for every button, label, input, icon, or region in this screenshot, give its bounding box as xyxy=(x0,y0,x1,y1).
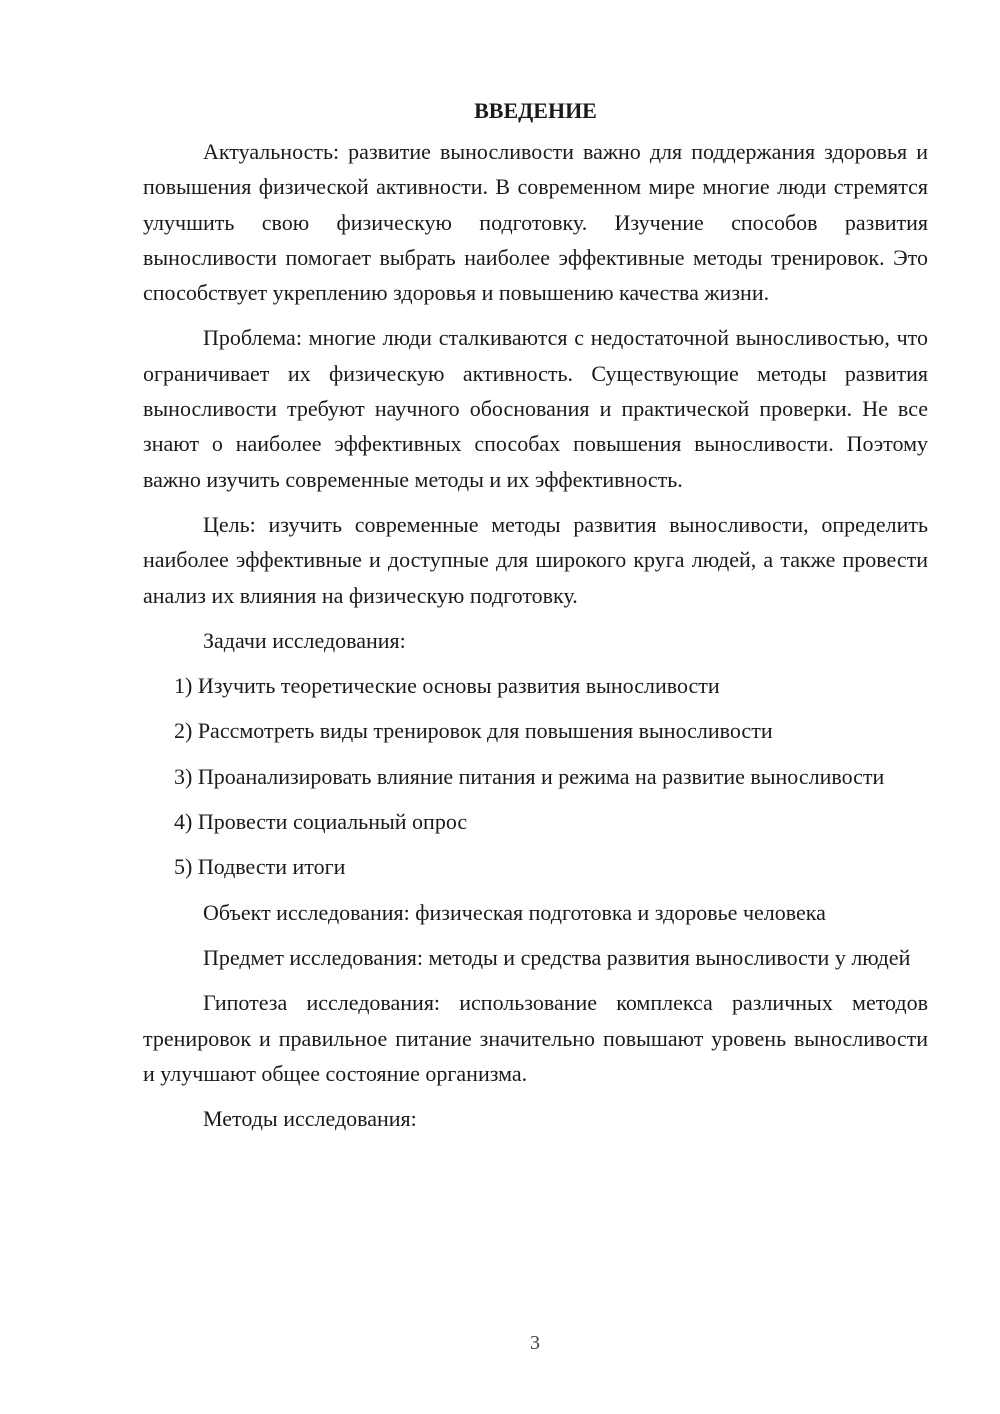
paragraph-problem: Проблема: многие люди сталкиваются с недостаточной выносливостью, что ограничивает их физическую активность. Существующие методы развития выносливости требуют научного обоснования и практической проверки. Не все знают о наиболее эффективных способах повышения выносливости. Поэтому важно изучить современные методы и их эффективность. xyxy=(143,325,928,492)
page-number: 3 xyxy=(530,1332,540,1354)
task-item: 4) Провести социальный опрос xyxy=(174,809,468,835)
paragraph-methods-heading: Методы исследования: xyxy=(203,1106,417,1132)
paragraph-goal: Цель: изучить современные методы развития выносливости, определить наиболее эффективные и доступные для широкого круга людей, а также провести анализ их влияния на физическую подготовку. xyxy=(143,511,928,608)
paragraph-object: Объект исследования: физическая подготовка и здоровье человека xyxy=(203,899,826,925)
section-title: ВВЕДЕНИЕ xyxy=(474,98,597,123)
task-item: 2) Рассмотреть виды тренировок для повышения выносливости xyxy=(174,718,773,744)
task-item: 3) Проанализировать влияние питания и режима на развитие выносливости xyxy=(174,763,885,789)
paragraph-hypothesis: Гипотеза исследования: использование комплекса различных методов тренировок и правильное питание значительно повышают уровень выносливости и улучшают общее состояние организма. xyxy=(143,990,928,1086)
page-content xyxy=(143,88,928,1146)
task-item: 5) Подвести итоги xyxy=(174,854,346,880)
paragraph-relevance: Актуальность: развитие выносливости важно для поддержания здоровья и повышения физической активности. В современном мире многие люди стремятся улучшить свою физическую подготовку. Изучение способов развития выносливости помогает выбрать наиболее эффективные методы тренировок. Это способствует укреплению здоровья и повышению качества жизни. xyxy=(143,139,928,306)
paragraph-subject: Предмет исследования: методы и средства развития выносливости у людей xyxy=(203,944,911,970)
task-item: 1) Изучить теоретические основы развития выносливости xyxy=(174,673,720,699)
paragraph-tasks-heading: Задачи исследования: xyxy=(203,627,406,653)
